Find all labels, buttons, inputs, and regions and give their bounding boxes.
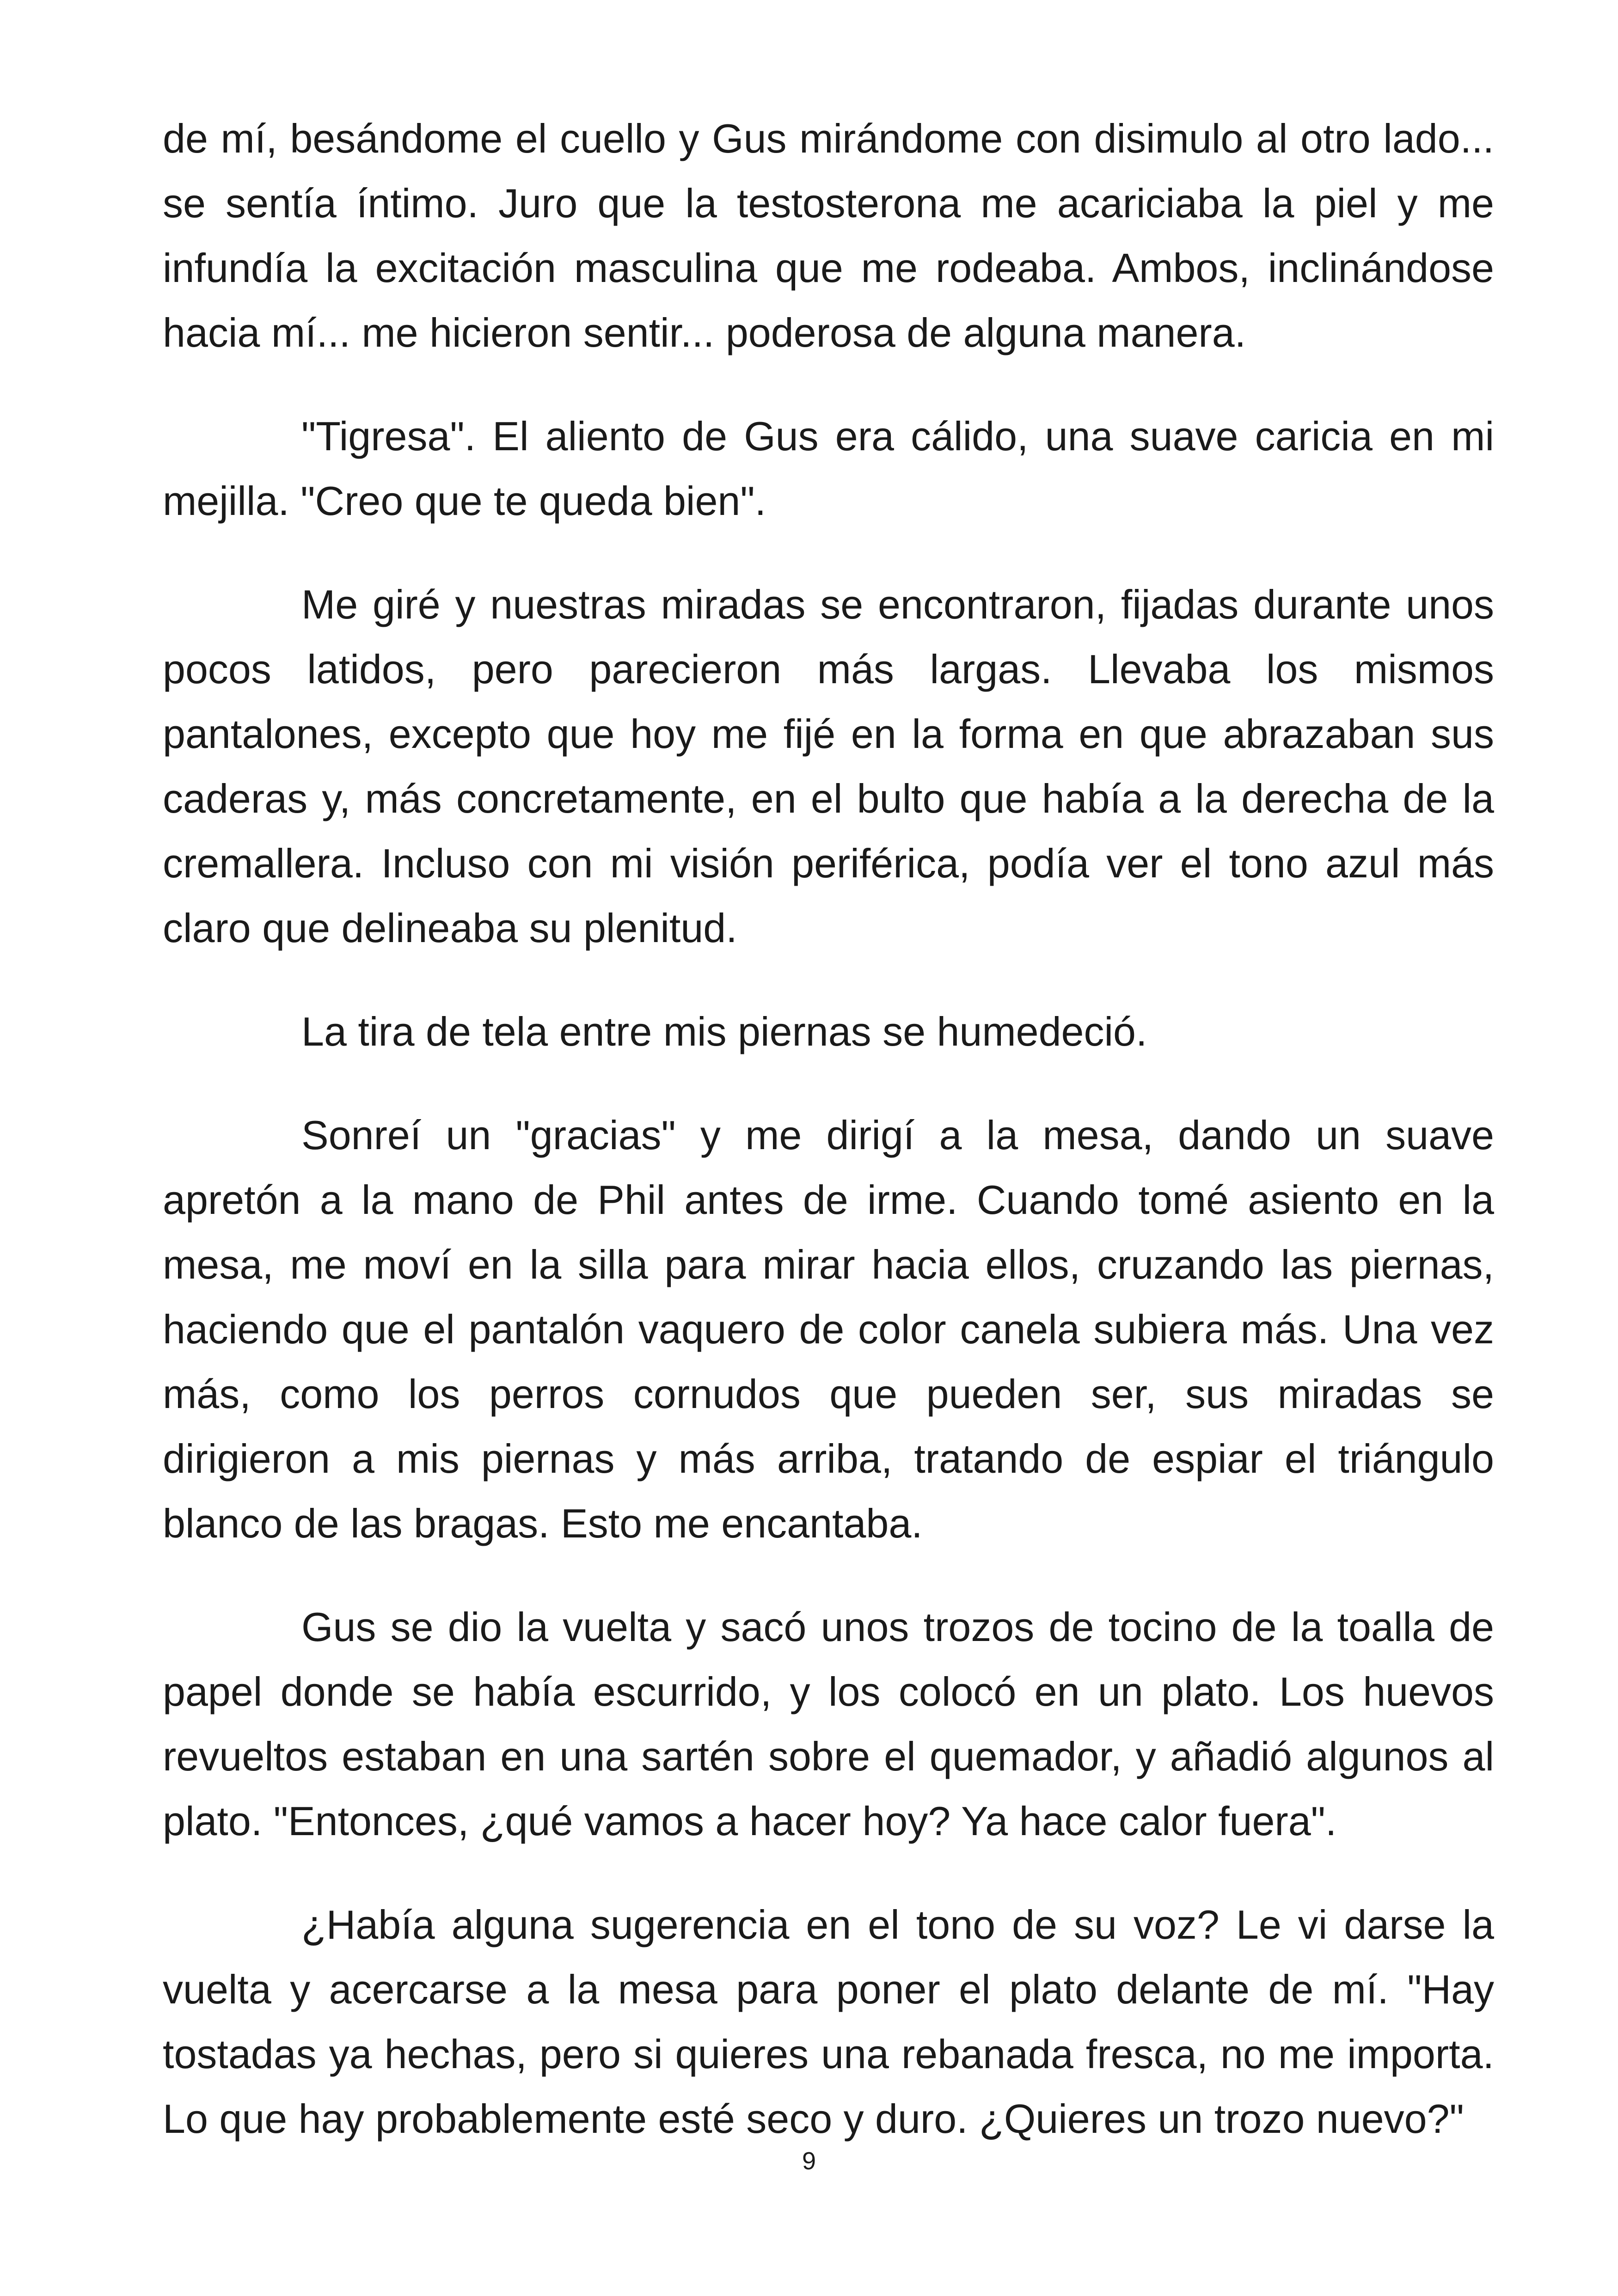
paragraph-sugerencia: ¿Había alguna sugerencia en el tono de su voz? Le vi darse la vuelta y acercarse a la mesa para poner el plato delante de mí. "Hay tostadas ya hechas, pero si quieres una rebanada fresca, no me importa. Lo que hay probablemente esté seco y duro. ¿Quieres un trozo nuevo?" bbox=[163, 1902, 1494, 2142]
page-body bbox=[163, 106, 1494, 2190]
paragraph-tocino: Gus se dio la vuelta y sacó unos trozos de tocino de la toalla de papel donde se había escurrido, y los colocó en un plato. Los huevos revueltos estaban en una sartén sobre el quemador, y añadió algunos al plato. "Entonces, ¿qué vamos a hacer hoy? Ya hace calor fuera". bbox=[163, 1604, 1494, 1844]
paragraph-miradas: Me giré y nuestras miradas se encontraron, fijadas durante unos pocos latidos, pero parecieron más largas. Llevaba los mismos pantalones, excepto que hoy me fijé en la forma en que abrazaban sus caderas y, más concretamente, en el bulto que había a la derecha de la cremallera. Incluso con mi visión periférica, podía ver el tono azul más claro que delineaba su plenitud. bbox=[163, 582, 1494, 951]
paragraph-gracias: Sonreí un "gracias" y me dirigí a la mesa, dando un suave apretón a la mano de Phil antes de irme. Cuando tomé asiento en la mesa, me moví en la silla para mirar hacia ellos, cruzando las piernas, haciendo que el pantalón vaquero de color canela subiera más. Una vez más, como los perros cornudos que pueden ser, sus miradas se dirigieron a mis piernas y más arriba, tratando de espiar el triángulo blanco de las bragas. Esto me encantaba. bbox=[163, 1112, 1494, 1546]
paragraph-tigresa: "Tigresa". El aliento de Gus era cálido, una suave caricia en mi mejilla. "Creo que te queda bien". bbox=[163, 413, 1494, 524]
page-number: 9 bbox=[802, 2147, 816, 2175]
paragraph-continuation: de mí, besándome el cuello y Gus mirándome con disimulo al otro lado... se sentía íntimo. Juro que la testosterona me acariciaba la piel y me infundía la excitación masculina que me rodeaba. Ambos, inclinándose hacia mí... me hicieron sentir... poderosa de alguna manera. bbox=[163, 116, 1494, 355]
paragraph-tela: La tira de tela entre mis piernas se humedeció. bbox=[301, 1009, 1147, 1054]
